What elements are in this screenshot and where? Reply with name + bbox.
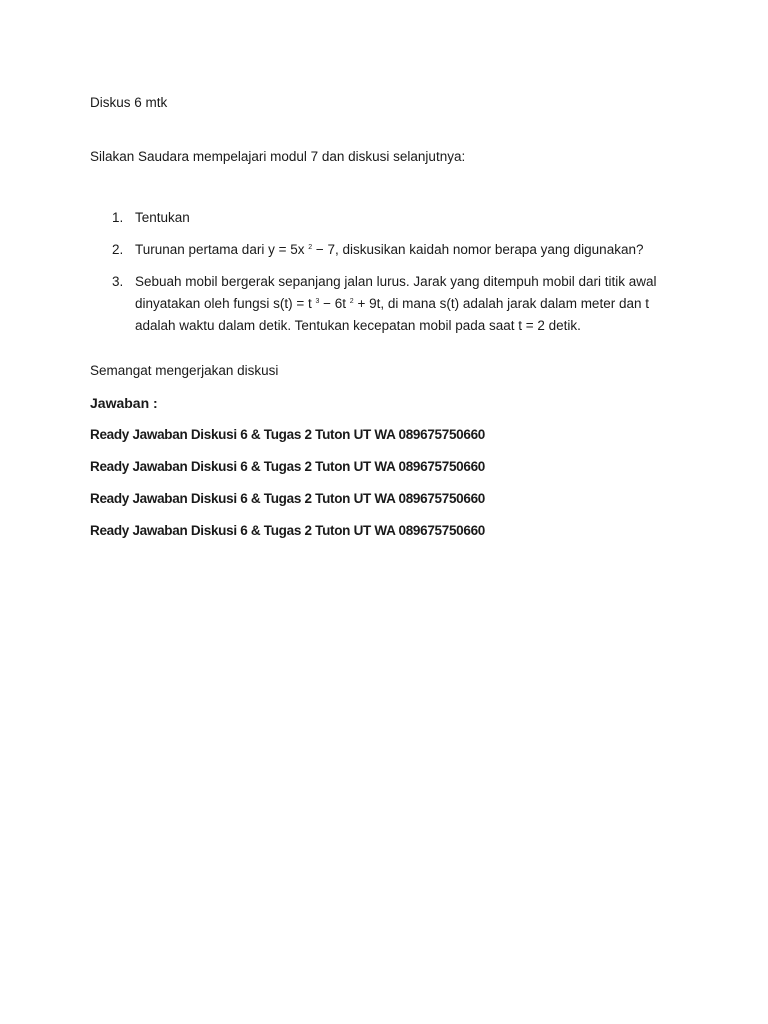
ready-answer-line: Ready Jawaban Diskusi 6 & Tugas 2 Tuton UT WA 089675750660 bbox=[90, 491, 486, 506]
ready-answer-line: Ready Jawaban Diskusi 6 & Tugas 2 Tuton UT WA 089675750660 bbox=[90, 523, 486, 538]
question-item-1 bbox=[90, 207, 670, 229]
document-title: Diskus 6 mtk bbox=[90, 95, 168, 110]
ready-answer-list bbox=[90, 426, 485, 554]
question-text bbox=[135, 242, 643, 257]
ready-answer-line: Ready Jawaban Diskusi 6 & Tugas 2 Tuton UT WA 089675750660 bbox=[90, 459, 486, 474]
question-item-3 bbox=[90, 271, 670, 337]
ready-answer-line: Ready Jawaban Diskusi 6 & Tugas 2 Tuton UT WA 089675750660 bbox=[90, 427, 486, 442]
exponent: 3 bbox=[315, 298, 320, 305]
question-number: 3. bbox=[112, 274, 124, 289]
closing-line: Semangat mengerjakan diskusi bbox=[90, 363, 279, 378]
question-text-part: Sebuah mobil bergerak sepanjang jalan lurus. Jarak yang ditempuh mobil dari titik awal dinyatakan oleh fungsi s(t) = t bbox=[135, 274, 657, 311]
question-text bbox=[135, 274, 657, 333]
intro-paragraph: Silakan Saudara mempelajari modul 7 dan diskusi selanjutnya: bbox=[90, 149, 466, 164]
exponent: 2 bbox=[349, 298, 354, 305]
question-text: Tentukan bbox=[135, 210, 190, 225]
answer-heading: Jawaban : bbox=[90, 395, 158, 411]
question-text-part: − 6t bbox=[319, 296, 350, 311]
question-item-2 bbox=[90, 239, 670, 261]
exponent: 2 bbox=[308, 244, 313, 251]
question-number: 1. bbox=[112, 210, 124, 225]
question-number: 2. bbox=[112, 242, 124, 257]
question-text-part: Turunan pertama dari y = 5x bbox=[135, 242, 309, 257]
question-list bbox=[90, 207, 670, 347]
question-text-part: − 7, diskusikan kaidah nomor berapa yang digunakan? bbox=[312, 242, 644, 257]
question-text-part: + 9t, di mana s(t) adalah jarak dalam meter dan t adalah waktu dalam detik. Tentukan kecepatan mobil pada saat t = 2 detik. bbox=[135, 296, 649, 333]
